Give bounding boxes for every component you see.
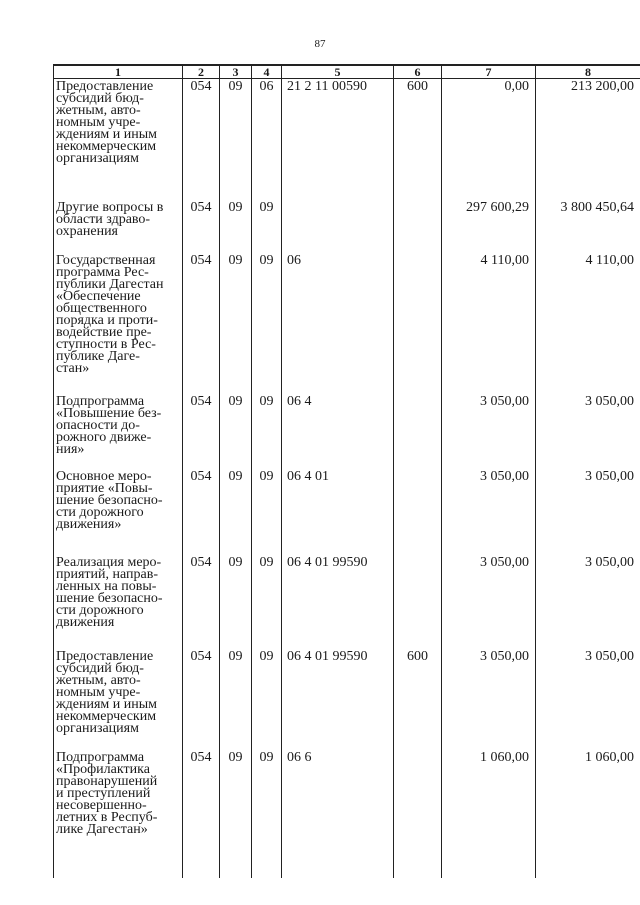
row-name-line: летних в Респуб- [56, 809, 158, 825]
empty-cell [442, 868, 536, 878]
page-number: 87 [314, 38, 326, 50]
amount-cell: 3 050,00 [442, 555, 536, 649]
row-name-line: ступности в Рес- [56, 336, 156, 352]
amount-cell: 3 050,00 [536, 649, 640, 750]
column-header: 2 [183, 65, 220, 79]
section-code-cell: 09 [220, 79, 252, 200]
admin-code-cell: 054 [183, 469, 220, 555]
table-row [54, 555, 640, 649]
table-body [54, 79, 640, 878]
table-row-end [54, 868, 640, 878]
expense-type-cell [394, 469, 442, 555]
amount-cell: 3 800 450,64 [536, 200, 640, 253]
row-name-line: Другие вопросы в [56, 199, 164, 215]
section-code-cell: 09 [220, 253, 252, 394]
target-article-cell: 06 4 01 99590 [282, 649, 394, 750]
section-code-cell: 09 [220, 555, 252, 649]
column-header: 3 [220, 65, 252, 79]
row-name-line: Реализация меро- [56, 554, 162, 570]
row-name-line: сти дорожного [56, 504, 144, 520]
table-header-row [54, 65, 640, 79]
row-name-line: Предоставление [56, 79, 154, 94]
empty-cell [536, 868, 640, 878]
row-name-cell [54, 253, 183, 394]
table-row [54, 750, 640, 868]
row-name-cell [54, 79, 183, 200]
row-name-line: движения» [56, 516, 122, 532]
subsection-code-cell: 09 [252, 253, 282, 394]
subsection-code-cell: 09 [252, 200, 282, 253]
column-header: 8 [536, 65, 640, 79]
row-name-line: организациям [56, 720, 139, 736]
table-row [54, 79, 640, 200]
row-name-line: приятие «Повы- [56, 480, 153, 496]
section-code-cell: 09 [220, 469, 252, 555]
subsection-code-cell: 09 [252, 649, 282, 750]
row-name-line: «Профилактика [56, 761, 150, 777]
expense-type-cell [394, 555, 442, 649]
expense-type-cell [394, 394, 442, 469]
amount-cell: 3 050,00 [442, 394, 536, 469]
target-article-cell: 06 4 [282, 394, 394, 469]
row-name-line: Предоставление [56, 648, 154, 664]
row-name-line: ждениям и иным [56, 127, 158, 142]
empty-cell [252, 868, 282, 878]
row-name-cell [54, 750, 183, 868]
row-name-line: общественного [56, 300, 147, 316]
expense-type-cell: 600 [394, 79, 442, 200]
row-name-line: рожного движе- [56, 429, 152, 445]
row-name-line: приятий, направ- [56, 566, 159, 582]
expense-type-cell: 600 [394, 649, 442, 750]
row-name-line: жетным, авто- [56, 103, 141, 118]
row-name-line: лике Дагестан» [56, 821, 148, 837]
column-header: 1 [54, 65, 183, 79]
target-article-cell: 21 2 11 00590 [282, 79, 394, 200]
row-name-cell [54, 649, 183, 750]
row-name-line: некоммерческим [56, 708, 157, 724]
row-name-line: номным учре- [56, 115, 141, 130]
row-name-cell [54, 555, 183, 649]
table-row [54, 394, 640, 469]
target-article-cell: 06 6 [282, 750, 394, 868]
target-article-cell [282, 200, 394, 253]
row-name-line: порядка и проти- [56, 312, 158, 328]
subsection-code-cell: 09 [252, 555, 282, 649]
table-row [54, 469, 640, 555]
row-name-line: ждениям и иным [56, 696, 158, 712]
expense-type-cell [394, 750, 442, 868]
row-name-line: сти дорожного [56, 602, 144, 618]
empty-cell [183, 868, 220, 878]
row-name-line: номным учре- [56, 684, 141, 700]
amount-cell: 1 060,00 [536, 750, 640, 868]
row-name-line: охранения [56, 223, 118, 239]
empty-cell [282, 868, 394, 878]
subsection-code-cell: 09 [252, 750, 282, 868]
row-name-line: опасности до- [56, 417, 140, 433]
row-name-line: и преступлений [56, 785, 151, 801]
subsection-code-cell: 09 [252, 469, 282, 555]
row-name-line: организациям [56, 151, 139, 166]
table-row [54, 253, 640, 394]
row-name-line: правонарушений [56, 773, 158, 789]
row-name-line: Государственная [56, 252, 156, 268]
target-article-cell: 06 [282, 253, 394, 394]
row-name-line: жетным, авто- [56, 672, 141, 688]
target-article-cell: 06 4 01 [282, 469, 394, 555]
amount-cell: 3 050,00 [536, 469, 640, 555]
row-name-line: программа Рес- [56, 264, 149, 280]
row-name-line: водействие пре- [56, 324, 152, 340]
subsection-code-cell: 06 [252, 79, 282, 200]
expense-type-cell [394, 253, 442, 394]
empty-cell [394, 868, 442, 878]
amount-cell: 4 110,00 [536, 253, 640, 394]
row-name-line: субсидий бюд- [56, 660, 144, 676]
amount-cell: 297 600,29 [442, 200, 536, 253]
column-header: 5 [282, 65, 394, 79]
row-name-line: стан» [56, 360, 90, 376]
row-name-line: публике Даге- [56, 348, 140, 364]
column-header: 4 [252, 65, 282, 79]
row-name-cell [54, 200, 183, 253]
admin-code-cell: 054 [183, 394, 220, 469]
admin-code-cell: 054 [183, 200, 220, 253]
row-name-line: субсидий бюд- [56, 91, 144, 106]
admin-code-cell: 054 [183, 750, 220, 868]
row-name-line: Основное меро- [56, 468, 152, 484]
amount-cell: 3 050,00 [442, 649, 536, 750]
subsection-code-cell: 09 [252, 394, 282, 469]
row-name-cell [54, 469, 183, 555]
table-row [54, 200, 640, 253]
row-name-line: области здраво- [56, 211, 151, 227]
amount-cell: 0,00 [442, 79, 536, 200]
admin-code-cell: 054 [183, 555, 220, 649]
budget-table [53, 64, 640, 878]
admin-code-cell: 054 [183, 253, 220, 394]
row-name-line: ния» [56, 441, 85, 457]
amount-cell: 3 050,00 [442, 469, 536, 555]
column-header: 7 [442, 65, 536, 79]
row-name-line: некоммерческим [56, 139, 157, 154]
section-code-cell: 09 [220, 200, 252, 253]
row-name-line: «Обеспечение [56, 288, 141, 304]
table-row [54, 649, 640, 750]
row-name-line: Подпрограмма [56, 393, 145, 409]
section-code-cell: 09 [220, 394, 252, 469]
admin-code-cell: 054 [183, 649, 220, 750]
amount-cell: 4 110,00 [442, 253, 536, 394]
row-name-line: «Повышение без- [56, 405, 162, 421]
column-header: 6 [394, 65, 442, 79]
admin-code-cell: 054 [183, 79, 220, 200]
row-name-line: публики Дагестан [56, 276, 164, 292]
amount-cell: 3 050,00 [536, 555, 640, 649]
amount-cell: 213 200,00 [536, 79, 640, 200]
row-name-line: ленных на повы- [56, 578, 157, 594]
row-name-line: шение безопасно- [56, 590, 163, 606]
row-name-line: несовершенно- [56, 797, 147, 813]
row-name-line: движения [56, 614, 115, 630]
target-article-cell: 06 4 01 99590 [282, 555, 394, 649]
amount-cell: 1 060,00 [442, 750, 536, 868]
row-name-cell [54, 394, 183, 469]
empty-cell [54, 868, 183, 878]
section-code-cell: 09 [220, 750, 252, 868]
expense-type-cell [394, 200, 442, 253]
section-code-cell: 09 [220, 649, 252, 750]
amount-cell: 3 050,00 [536, 394, 640, 469]
row-name-line: шение безопасно- [56, 492, 163, 508]
empty-cell [220, 868, 252, 878]
row-name-line: Подпрограмма [56, 749, 145, 765]
